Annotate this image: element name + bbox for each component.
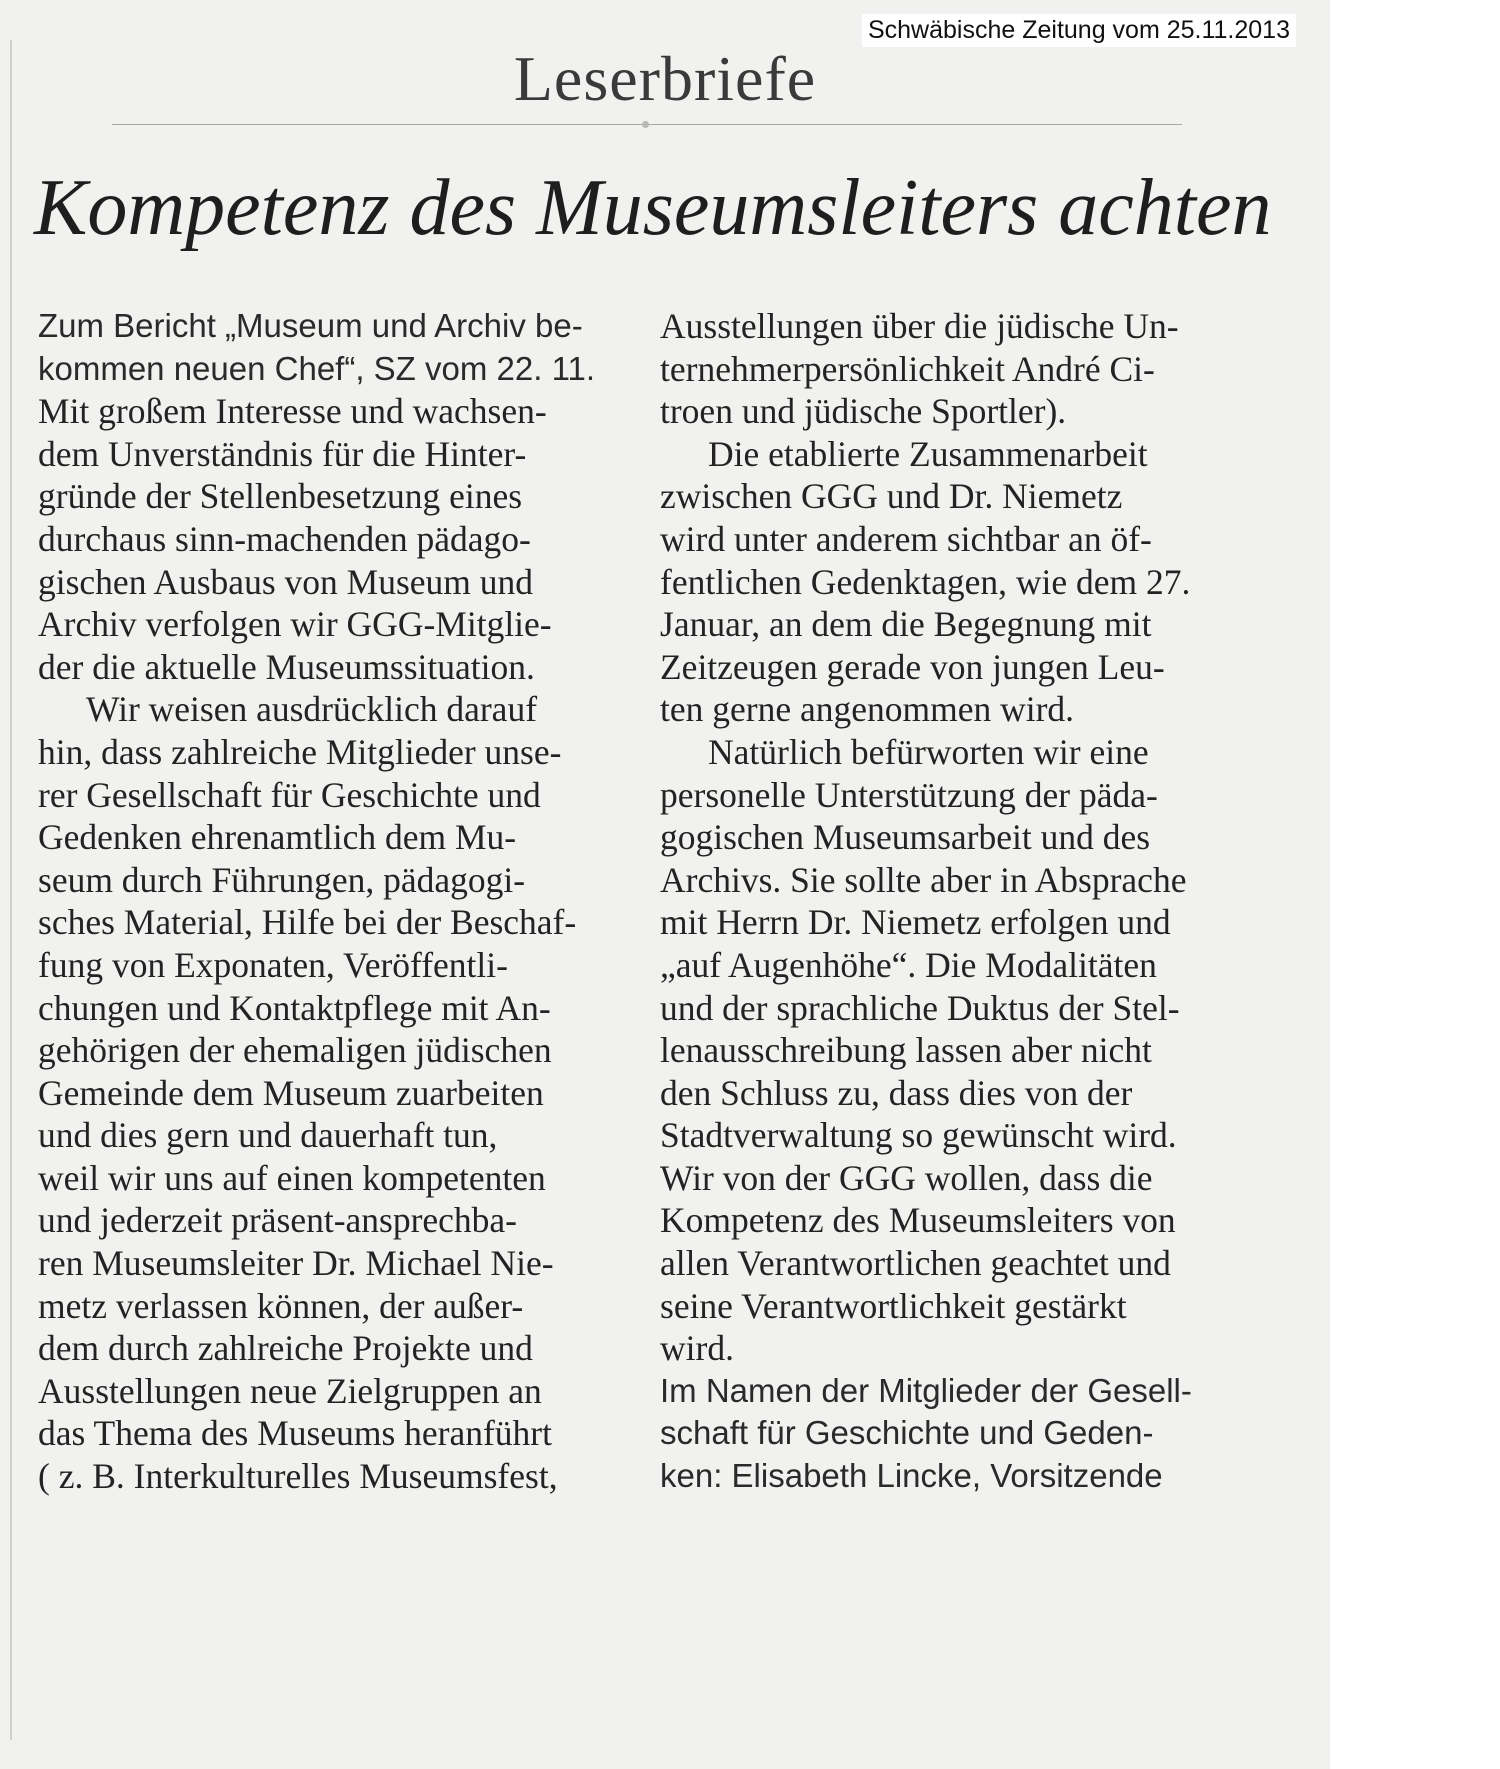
column-line: dem durch zahlreiche Projekte und bbox=[38, 1328, 533, 1369]
section-title: Leserbriefe bbox=[513, 43, 817, 114]
column-line: lenausschreibung lassen aber nicht bbox=[660, 1030, 1152, 1071]
column-line: sches Material, Hilfe bei der Beschaf- bbox=[38, 902, 577, 943]
column-line: dem Unverständnis für die Hinter- bbox=[38, 433, 527, 474]
column-line: Im Namen der Mitglieder der Gesell- bbox=[660, 1371, 1192, 1409]
column-line: seine Verantwortlichkeit gestärkt bbox=[660, 1285, 1127, 1326]
paragraph-1 bbox=[38, 390, 623, 688]
column-line: allen Verantwortlichen geachtet und bbox=[660, 1243, 1171, 1284]
column-line: gogischen Museumsarbeit und des bbox=[660, 817, 1151, 858]
column-line: Zeitzeugen gerade von jungen Leu- bbox=[660, 646, 1165, 687]
column-line: ten gerne angenommen wird. bbox=[660, 689, 1075, 730]
column-line: hin, dass zahlreiche Mitglieder unse- bbox=[38, 731, 562, 772]
article-column-right bbox=[660, 305, 1245, 1498]
column-line: Januar, an dem die Begegnung mit bbox=[660, 604, 1152, 645]
column-line: Ausstellungen neue Zielgruppen an bbox=[38, 1370, 542, 1411]
column-line: schaft für Geschichte und Geden- bbox=[660, 1414, 1154, 1452]
column-line: durchaus sinn-machenden pädago- bbox=[38, 518, 531, 559]
column-line: Mit großem Interesse und wachsen- bbox=[38, 391, 547, 432]
column-line: zwischen GGG und Dr. Niemetz bbox=[660, 476, 1123, 517]
column-line: wird unter anderem sichtbar an öf- bbox=[660, 518, 1152, 559]
column-line: Gemeinde dem Museum zuarbeiten bbox=[38, 1072, 544, 1113]
column-line: Kompetenz des Museumsleiters von bbox=[660, 1200, 1176, 1241]
column-line: Archiv verfolgen wir GGG-Mitglie- bbox=[38, 604, 552, 645]
article-column-left bbox=[38, 305, 623, 1498]
column-line: Zum Bericht „Museum und Archiv be- bbox=[38, 307, 583, 344]
column-line: fentlichen Gedenktagen, wie dem 27. bbox=[660, 561, 1191, 602]
column-line: troen und jüdische Sportler). bbox=[660, 391, 1067, 432]
column-line: kommen neuen Chef“, SZ vom 22. 11. bbox=[38, 349, 595, 387]
column-line: und der sprachliche Duktus der Stel- bbox=[660, 987, 1180, 1028]
column-line: gischen Ausbaus von Museum und bbox=[38, 561, 534, 602]
column-line: Natürlich befürworten wir eine bbox=[708, 731, 1149, 772]
column-line: Ausstellungen über die jüdische Un- bbox=[660, 306, 1179, 346]
column-line: Wir von der GGG wollen, dass die bbox=[660, 1157, 1153, 1198]
column-line: ( z. B. Interkulturelles Museumsfest, bbox=[38, 1456, 558, 1497]
column-line: gründe der Stellenbesetzung eines bbox=[38, 476, 523, 517]
column-line: fung von Exponaten, Veröffentli- bbox=[38, 944, 508, 985]
paragraph-2 bbox=[38, 688, 623, 1497]
paragraph-2-continued bbox=[660, 305, 1245, 433]
column-line: der die aktuelle Museumssituation. bbox=[38, 646, 535, 687]
column-edge-line bbox=[10, 40, 12, 1740]
paragraph-3 bbox=[660, 433, 1245, 731]
column-line: ren Museumsleiter Dr. Michael Nie- bbox=[38, 1243, 554, 1284]
column-line: Die etablierte Zusammenarbeit bbox=[708, 433, 1148, 474]
column-line: das Thema des Museums heranführt bbox=[38, 1413, 552, 1454]
column-line: ternehmerpersönlichkeit André Ci- bbox=[660, 348, 1155, 389]
source-label: Schwäbische Zeitung vom 25.11.2013 bbox=[862, 14, 1296, 47]
paragraph-4 bbox=[660, 731, 1245, 1370]
column-line: weil wir uns auf einen kompetenten bbox=[38, 1157, 546, 1198]
column-line: Gedenken ehrenamtlich dem Mu- bbox=[38, 817, 517, 858]
column-line: seum durch Führungen, pädagogi- bbox=[38, 859, 526, 900]
column-line: wird. bbox=[660, 1328, 734, 1369]
reference-line bbox=[38, 305, 623, 390]
column-line: Archivs. Sie sollte aber in Absprache bbox=[660, 859, 1187, 900]
column-line: metz verlassen können, der außer- bbox=[38, 1285, 524, 1326]
signature bbox=[660, 1370, 1245, 1498]
column-line: personelle Unterstützung der päda- bbox=[660, 774, 1158, 815]
column-line: Wir weisen ausdrücklich darauf bbox=[86, 689, 538, 730]
column-line: den Schluss zu, dass dies von der bbox=[660, 1072, 1133, 1113]
column-line: „auf Augenhöhe“. Die Modalitäten bbox=[660, 944, 1157, 985]
column-line: Stadtverwaltung so gewünscht wird. bbox=[660, 1115, 1177, 1156]
column-line: gehörigen der ehemaligen jüdischen bbox=[38, 1030, 552, 1071]
column-line: rer Gesellschaft für Geschichte und bbox=[38, 774, 541, 815]
column-line: chungen und Kontaktpflege mit An- bbox=[38, 987, 551, 1028]
column-line: mit Herrn Dr. Niemetz erfolgen und bbox=[660, 902, 1171, 943]
column-line: und dies gern und dauerhaft tun, bbox=[38, 1115, 498, 1156]
column-line: und jederzeit präsent-ansprechba- bbox=[38, 1200, 518, 1241]
column-line: ken: Elisabeth Lincke, Vorsitzende bbox=[660, 1457, 1163, 1495]
headline: Kompetenz des Museumsleiters achten bbox=[34, 164, 1272, 252]
divider-ornament bbox=[642, 121, 649, 128]
